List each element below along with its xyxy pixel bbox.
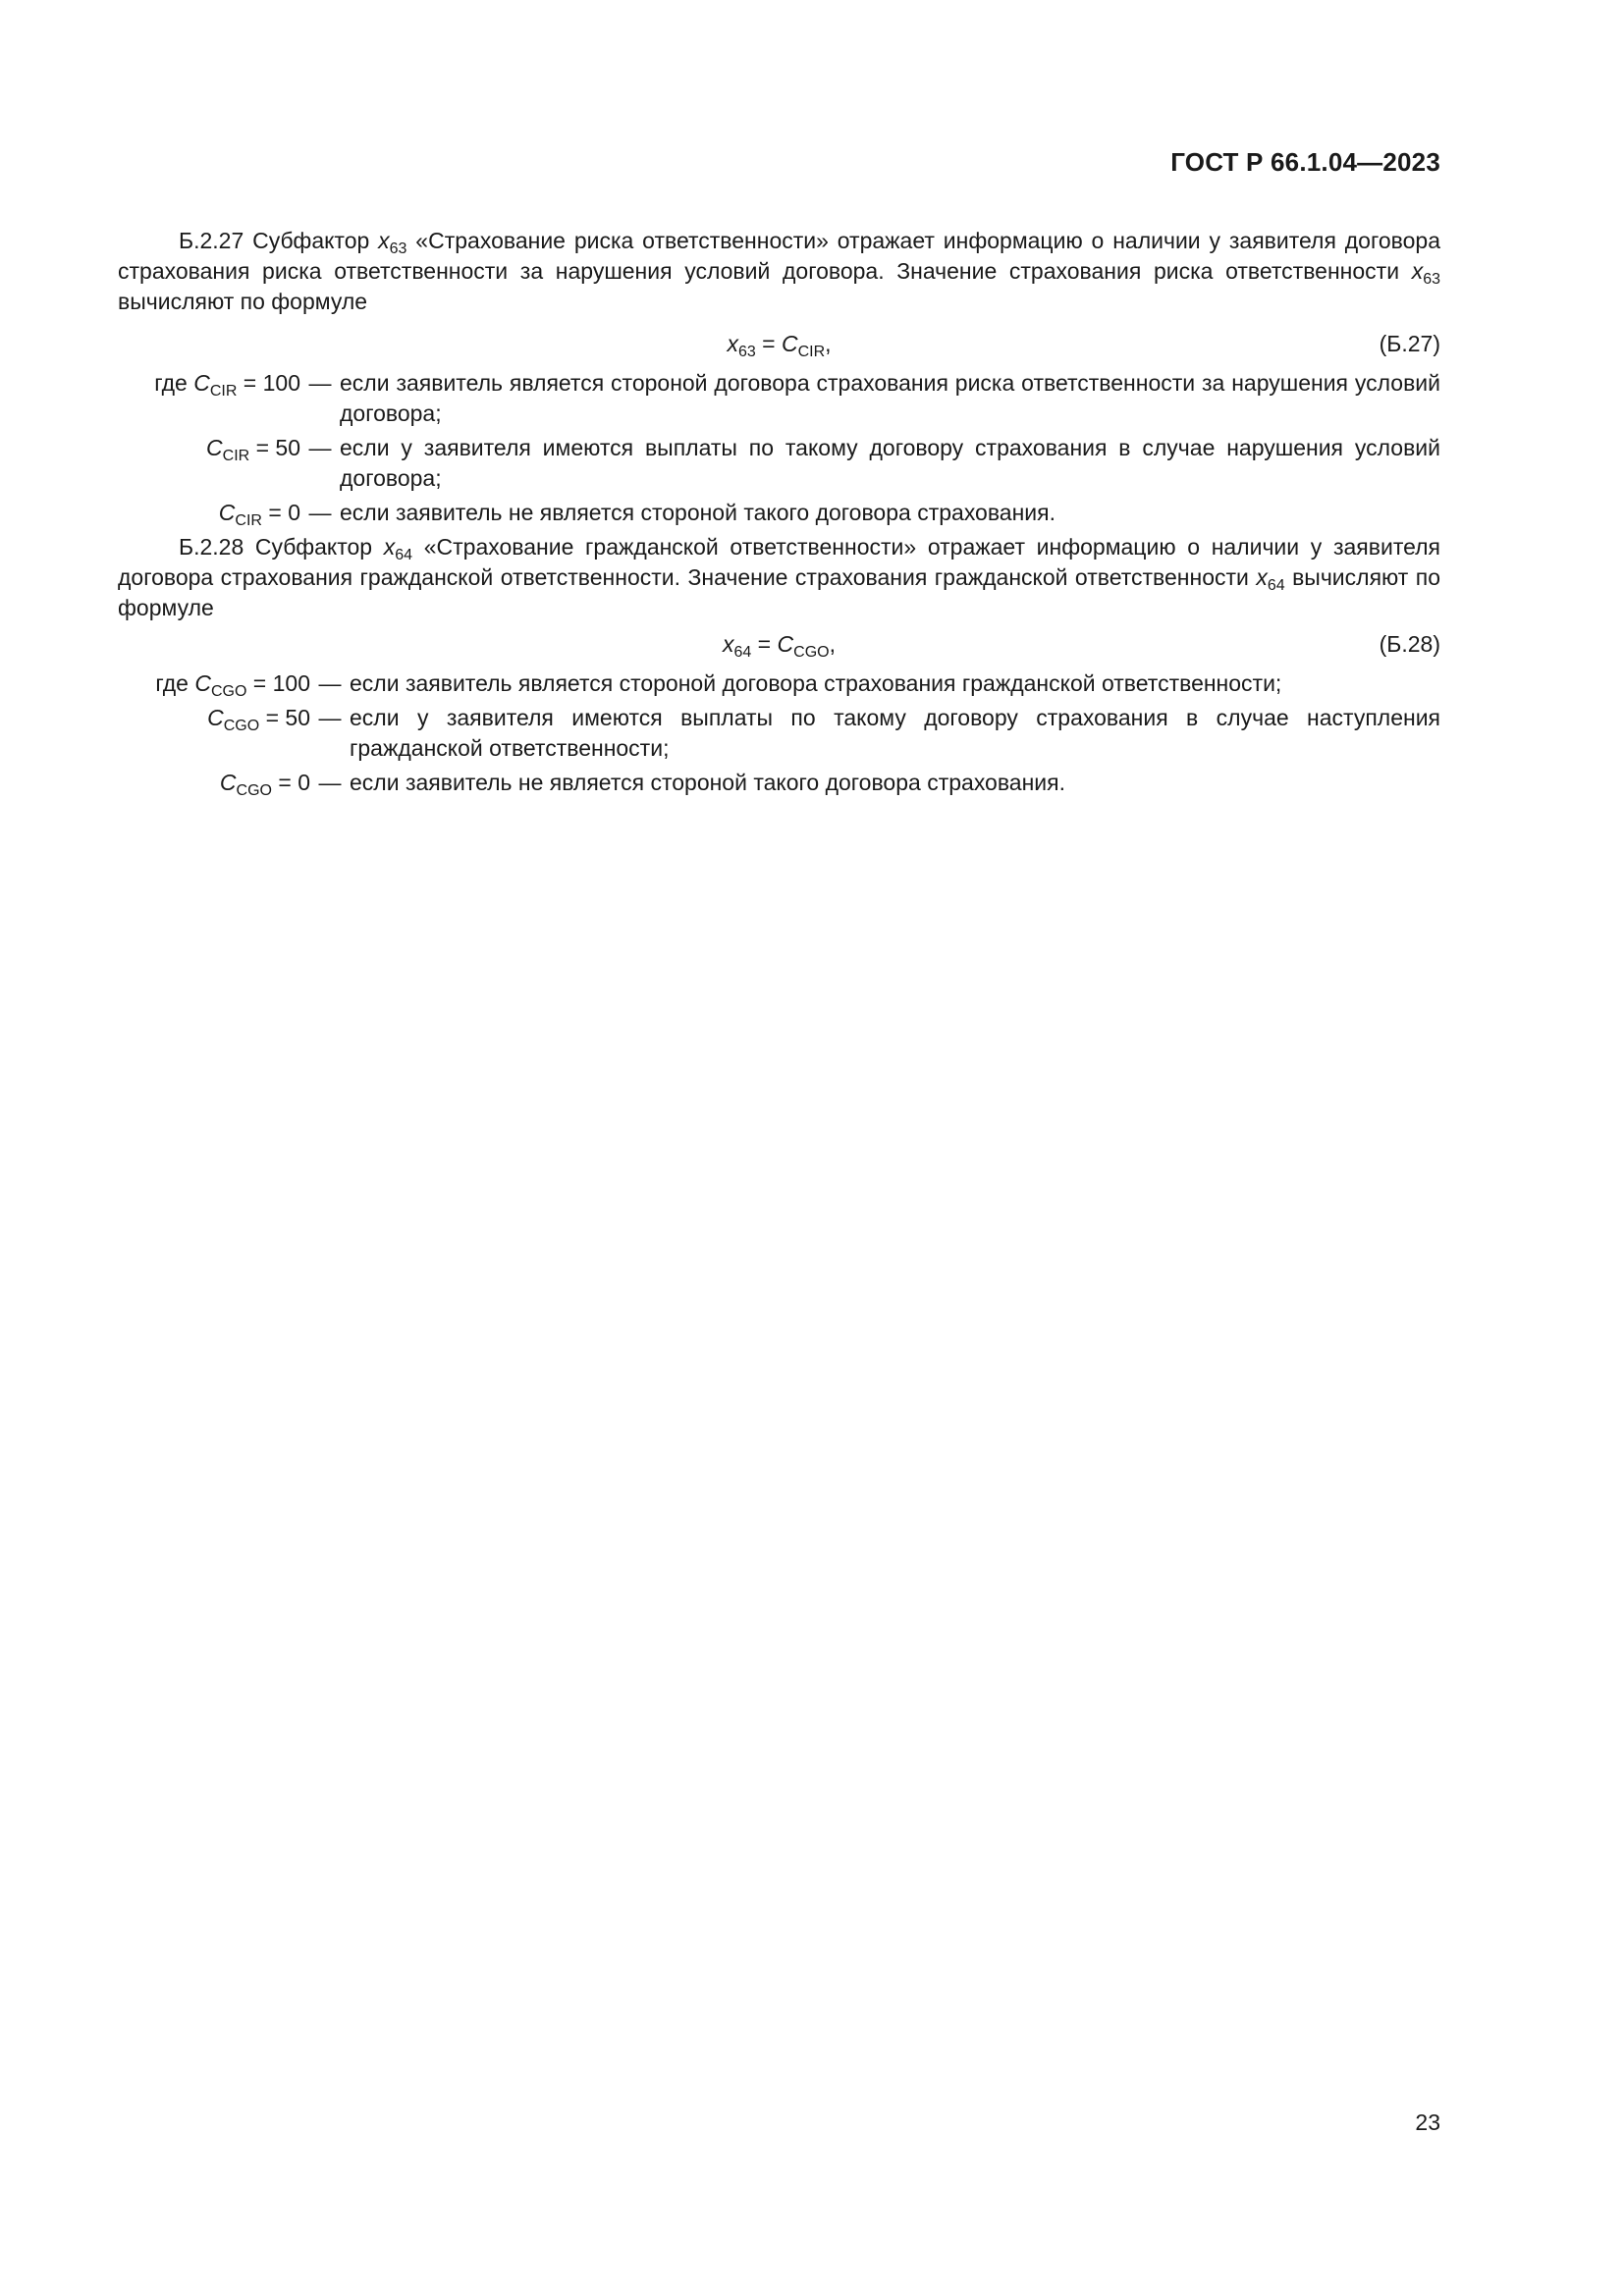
formula-rhs: C xyxy=(777,631,794,657)
paragraph-text: Б.2.27 Субфактор xyxy=(179,228,379,253)
formula-expression xyxy=(118,629,1440,660)
em-dash: — xyxy=(308,435,332,460)
variable: x xyxy=(383,534,396,560)
paragraph-text: вычисляют по формуле xyxy=(118,564,1440,620)
variable: C xyxy=(194,670,211,696)
where-variable xyxy=(118,768,310,798)
formula-lhs-subscript: 63 xyxy=(737,344,756,360)
em-dash: — xyxy=(318,705,342,730)
variable-subscript: CIR xyxy=(209,383,238,400)
variable-subscript: 64 xyxy=(1267,577,1285,594)
where-variable xyxy=(118,433,300,463)
variable-subscript: 64 xyxy=(395,547,413,563)
paragraph-text: Б.2.28 Субфактор xyxy=(179,534,384,560)
variable-value: = 50 xyxy=(249,435,300,460)
formula-b-27 xyxy=(118,323,1440,364)
variable: C xyxy=(219,770,237,795)
variable: C xyxy=(207,705,224,730)
where-description: если заявитель является стороной договора страхования гражданской ответственности; xyxy=(350,670,1282,696)
where-description: если заявитель не является стороной такого договора страхования. xyxy=(350,770,1065,795)
formula-expression xyxy=(118,329,1440,359)
variable: x xyxy=(1256,564,1268,590)
variable-subscript: CGO xyxy=(223,718,260,734)
document-body xyxy=(118,226,1440,798)
where-row xyxy=(118,703,1440,764)
paragraph-b-2-27 xyxy=(118,226,1440,317)
em-dash: — xyxy=(318,670,342,696)
where-row xyxy=(118,768,1440,798)
document-header: ГОСТ Р 66.1.04—2023 xyxy=(1170,147,1440,177)
variable: C xyxy=(218,500,236,525)
where-row xyxy=(118,433,1440,494)
paragraph-text: «Страхование риска ответственности» отражает информацию о наличии у заявителя договора страхования риска ответственности за нарушения условий договора. Значение страхования риска ответственности xyxy=(118,228,1440,284)
em-dash: — xyxy=(318,770,342,795)
page-number: 23 xyxy=(1415,2109,1440,2135)
formula-punct: , xyxy=(829,631,836,657)
where-variable xyxy=(118,703,310,733)
variable-subscript: CGO xyxy=(236,782,272,799)
where-variable xyxy=(118,498,300,528)
formula-number: (Б.27) xyxy=(1379,331,1440,356)
paragraph-text: вычисляют по формуле xyxy=(118,289,368,314)
variable: C xyxy=(206,435,223,460)
where-description: если у заявителя имеются выплаты по такому договору страхования в случае нарушения условий договора; xyxy=(340,435,1440,491)
formula-equals: = xyxy=(751,631,778,657)
formula-lhs-subscript: 64 xyxy=(733,644,752,661)
variable: C xyxy=(193,370,210,396)
formula-lhs: x xyxy=(723,631,734,657)
where-description: если заявитель является стороной договора страхования риска ответственности за нарушения условий договора; xyxy=(340,370,1440,426)
paragraph-text: «Страхование гражданской ответственности» отражает информацию о наличии у заявителя договора страхования гражданской ответственности. Значение страхования гражданской ответственности xyxy=(118,534,1440,590)
where-row xyxy=(118,368,1440,429)
paragraph-b-2-28 xyxy=(118,532,1440,623)
formula-rhs-subscript: CIR xyxy=(797,344,826,360)
variable-value: = 50 xyxy=(259,705,310,730)
where-description: если заявитель не является стороной такого договора страхования. xyxy=(340,500,1056,525)
where-variable xyxy=(118,668,310,699)
where-description: если у заявителя имеются выплаты по такому договору страхования в случае наступления гражданской ответственности; xyxy=(350,705,1440,761)
variable-subscript: CIR xyxy=(235,512,262,529)
variable-value: = 0 xyxy=(261,500,300,525)
where-row xyxy=(118,498,1440,528)
where-prefix: где xyxy=(154,370,194,396)
variable-subscript: 63 xyxy=(1423,271,1440,288)
em-dash: — xyxy=(308,370,332,396)
where-prefix: где xyxy=(155,670,195,696)
variable: x xyxy=(1411,258,1424,284)
variable-subscript: 63 xyxy=(389,240,407,257)
where-variable xyxy=(118,368,300,399)
formula-punct: , xyxy=(825,331,832,356)
formula-b-28 xyxy=(118,623,1440,665)
formula-equals: = xyxy=(755,331,782,356)
variable-subscript: CGO xyxy=(210,683,247,700)
em-dash: — xyxy=(308,500,332,525)
formula-rhs: C xyxy=(781,331,798,356)
variable: x xyxy=(378,228,390,253)
variable-subscript: CIR xyxy=(222,448,250,464)
formula-number: (Б.28) xyxy=(1379,631,1440,657)
variable-value: = 100 xyxy=(246,670,310,696)
formula-rhs-subscript: CGO xyxy=(793,644,830,661)
where-row xyxy=(118,668,1440,699)
formula-lhs: x xyxy=(727,331,738,356)
variable-value: = 0 xyxy=(271,770,310,795)
variable-value: = 100 xyxy=(237,370,300,396)
